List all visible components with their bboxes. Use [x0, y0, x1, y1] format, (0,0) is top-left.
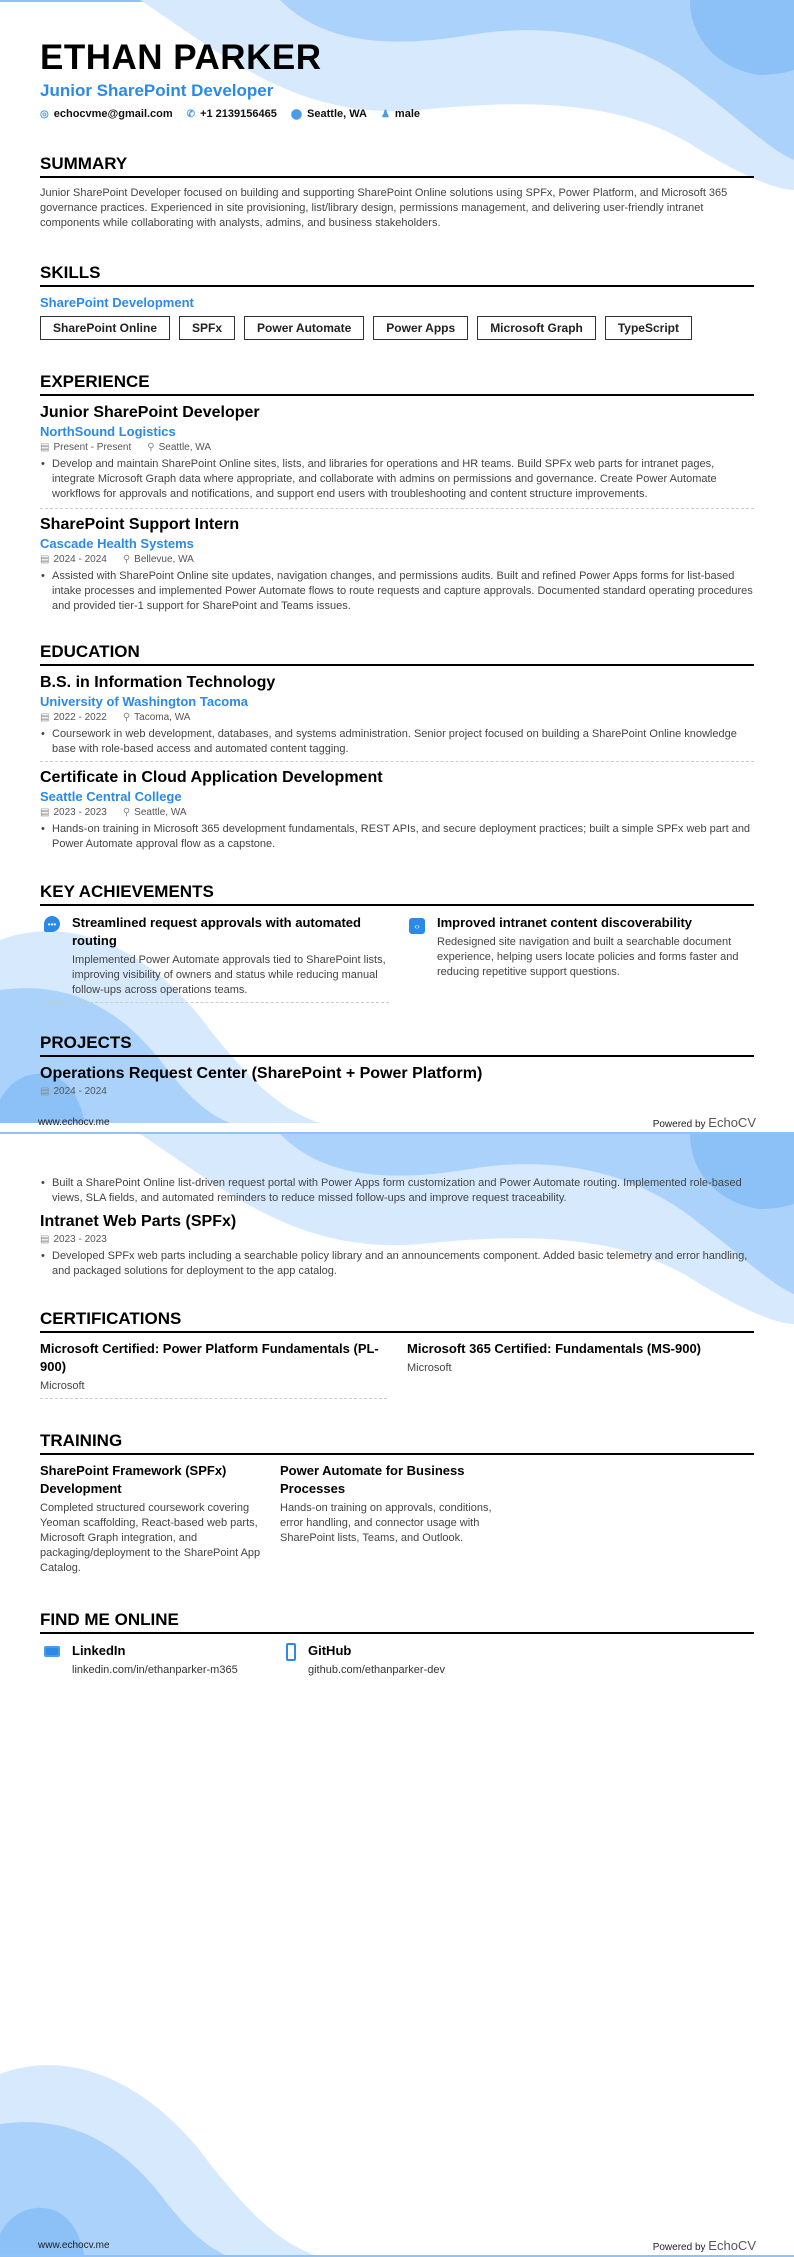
- experience-item: [40, 509, 754, 614]
- training-grid: [40, 1462, 754, 1576]
- calendar-icon: ▤: [40, 554, 50, 565]
- certification-issuer: Microsoft: [407, 1362, 452, 1374]
- calendar-icon: ▤: [40, 807, 50, 818]
- location-pin-icon: ⚲: [122, 712, 131, 723]
- training-text: Hands-on training on approvals, conditions, error handling, and connector usage with SharePoint lists, Teams, and Outlook.: [280, 1502, 492, 1544]
- job-title: SharePoint Support Intern: [40, 516, 240, 533]
- project-title: Intranet Web Parts (SPFx): [40, 1213, 237, 1230]
- training-item: [280, 1462, 510, 1576]
- certification-name: Microsoft Certified: Power Platform Fundamentals (PL-900): [40, 1341, 379, 1374]
- achievement-item: [40, 914, 389, 1003]
- education-bullet: • Coursework in web development, databases, and systems administration. Senior project focused on building a SharePoint Online knowledge base with role-based access and automated content tagging.: [40, 727, 754, 757]
- brand-logo: EchoCV: [708, 2238, 756, 2253]
- project-bullet: • Built a SharePoint Online list-driven request portal with Power Apps form customization and Power Automate routing. Implemented role-based views, SLA fields, and automated reminders to reduce missed follow-ups and improve request traceability.: [40, 1176, 754, 1206]
- phone-icon: [286, 1643, 296, 1661]
- skill-tag: SPFx: [179, 316, 235, 340]
- phone-icon: ✆: [186, 109, 196, 120]
- resume-page-2: [0, 1134, 794, 2257]
- job-dates: Present - Present: [53, 442, 132, 453]
- education-bullet: • Hands-on training in Microsoft 365 development fundamentals, REST APIs, and secure deployment practices; built a simple SPFx web part and Power Automate approval flow as a capstone.: [40, 822, 754, 852]
- section-heading-online: FIND ME ONLINE: [40, 1610, 754, 1634]
- degree: B.S. in Information Technology: [40, 674, 276, 691]
- skill-tag: Power Automate: [244, 316, 364, 340]
- certifications-grid: [40, 1340, 754, 1399]
- online-url[interactable]: linkedin.com/in/ethanparker-m365: [72, 1664, 238, 1676]
- achievement-text: Implemented Power Automate approvals tied to SharePoint lists, improving visibility of owners and status while reducing manual follow-ups across operations teams.: [72, 954, 386, 996]
- training-name: Power Automate for Business Processes: [280, 1463, 465, 1496]
- person-icon: ♟: [380, 109, 390, 120]
- section-heading-summary: SUMMARY: [40, 154, 754, 178]
- section-heading-experience: EXPERIENCE: [40, 372, 754, 396]
- school-name: Seattle Central College: [40, 789, 182, 804]
- contact-email[interactable]: ◎ echocvme@gmail.com: [40, 108, 173, 120]
- training-item: [40, 1462, 270, 1576]
- powered-by: Powered by EchoCV: [652, 1115, 756, 1130]
- location-pin-icon: ⚲: [147, 442, 155, 453]
- calendar-icon: ▤: [40, 1086, 50, 1097]
- summary-text: Junior SharePoint Developer focused on building and supporting SharePoint Online solutions using SPFx, Power Platform, and Microsoft 365 governance practices. Experienced in site provisioning, list/library design, permissions management, and delivering user-friendly intranet components while collaborating with analysts, admins, and business stakeholders.: [40, 187, 728, 229]
- certification-item: [407, 1340, 754, 1399]
- candidate-title: Junior SharePoint Developer: [40, 81, 274, 100]
- achievement-text: Redesigned site navigation and built a searchable document experience, helping users locate policies and forms faster and reducing repetitive support questions.: [437, 936, 739, 978]
- location-pin-icon: ⚲: [122, 554, 131, 565]
- online-name: GitHub: [308, 1643, 352, 1658]
- project-dates: 2024 - 2024: [53, 1086, 107, 1097]
- powered-by: Powered by EchoCV: [652, 2238, 756, 2253]
- code-icon: ‹›: [409, 918, 425, 934]
- skill-tag: Power Apps: [373, 316, 468, 340]
- section-heading-skills: SKILLS: [40, 263, 754, 287]
- online-url[interactable]: github.com/ethanparker-dev: [308, 1664, 445, 1676]
- candidate-name: ETHAN PARKER: [40, 38, 322, 77]
- project-dates: 2023 - 2023: [53, 1234, 107, 1245]
- page-footer: [0, 2222, 794, 2257]
- project-bullet: • Developed SPFx web parts including a searchable policy library and an announcements component. Added basic telemetry and error handling, and packaged solutions for deployment to the app catalog.: [40, 1249, 754, 1279]
- training-name: SharePoint Framework (SPFx) Development: [40, 1463, 227, 1496]
- school-name: University of Washington Tacoma: [40, 694, 249, 709]
- degree: Certificate in Cloud Application Development: [40, 769, 383, 786]
- footer-site-link[interactable]: www.echocv.me: [38, 1117, 110, 1128]
- section-heading-education: EDUCATION: [40, 642, 754, 666]
- online-item-github[interactable]: [282, 1642, 445, 1678]
- project-item: [40, 1057, 754, 1099]
- job-bullet: • Develop and maintain SharePoint Online sites, lists, and libraries for operations and HR teams. Build SPFx web parts for intranet pages, integrate Microsoft Graph data where appropriate, and collaborate with admins on permissions and governance. Create Power Automate workflows for approvals and notifications, and support end users with troubleshooting and content structure improvements.: [40, 457, 754, 502]
- contact-row: [40, 108, 754, 120]
- certification-issuer: Microsoft: [40, 1380, 85, 1392]
- project-item: [40, 1206, 754, 1279]
- company-name: Cascade Health Systems: [40, 536, 194, 551]
- location-pin-icon: ⬤: [290, 109, 303, 120]
- chat-icon: •••: [44, 916, 60, 932]
- calendar-icon: ▤: [40, 1234, 50, 1245]
- contact-location: ⬤ Seattle, WA: [290, 108, 367, 120]
- achievement-item: [409, 914, 754, 1003]
- education-item: B.S. in Information Technology University of Washington Tacoma ▤ 2022 - 2022 ⚲ Tacoma, WA • Coursework in web development, databases, and systems administration. Senior project focused on building a SharePoint Online knowledge base with role-based access and automated content tagging.: [40, 666, 754, 762]
- brand-logo: EchoCV: [708, 1115, 756, 1130]
- section-heading-achievements: KEY ACHIEVEMENTS: [40, 882, 754, 906]
- page-footer: [0, 1099, 794, 1134]
- certification-item: [40, 1340, 387, 1399]
- training-text: Completed structured coursework covering Yeoman scaffolding, React-based web parts, Microsoft Graph integration, and packaging/deployment to the SharePoint App Catalog.: [40, 1502, 261, 1574]
- certification-name: Microsoft 365 Certified: Fundamentals (MS-900): [407, 1341, 701, 1356]
- section-heading-certifications: CERTIFICATIONS: [40, 1309, 754, 1333]
- achievement-title: Streamlined request approvals with automated routing: [72, 915, 361, 948]
- online-item-linkedin[interactable]: [40, 1642, 282, 1678]
- section-heading-projects: PROJECTS: [40, 1033, 754, 1057]
- calendar-icon: ▤: [40, 712, 50, 723]
- skill-tag: SharePoint Online: [40, 316, 170, 340]
- project-title: Operations Request Center (SharePoint + Power Platform): [40, 1065, 483, 1082]
- skill-group-title: SharePoint Development: [40, 295, 194, 310]
- experience-item: [40, 396, 754, 509]
- skill-tag: Microsoft Graph: [477, 316, 596, 340]
- achievements-grid: [40, 914, 754, 1003]
- laptop-icon: [44, 1646, 60, 1657]
- job-title: Junior SharePoint Developer: [40, 404, 260, 421]
- online-grid: [40, 1642, 754, 1678]
- section-heading-training: TRAINING: [40, 1431, 754, 1455]
- achievement-title: Improved intranet content discoverability: [437, 915, 692, 930]
- calendar-icon: ▤: [40, 442, 50, 453]
- page-bottom-bar: [0, 1132, 794, 1134]
- job-location: Seattle, WA: [158, 442, 212, 453]
- job-dates: 2024 - 2024: [53, 554, 107, 565]
- contact-phone: ✆ +1 2139156465: [186, 108, 277, 120]
- email-icon: ◎: [40, 109, 49, 120]
- job-location: Bellevue, WA: [134, 554, 194, 565]
- location-pin-icon: ⚲: [122, 807, 131, 818]
- company-name: NorthSound Logistics: [40, 424, 176, 439]
- skill-tags: [40, 316, 754, 340]
- contact-gender: ♟ male: [380, 108, 420, 120]
- footer-site-link[interactable]: www.echocv.me: [38, 2240, 110, 2251]
- job-bullet: • Assisted with SharePoint Online site updates, navigation changes, and permissions audits. Built and refined Power Apps forms for list-based intake processes and implemented Power Automate flows to route requests and capture approvals. Documented standard operating procedures and provided tier-1 support for SharePoint and Teams issues.: [40, 569, 754, 614]
- online-name: LinkedIn: [72, 1643, 126, 1658]
- skill-tag: TypeScript: [605, 316, 692, 340]
- education-item: Certificate in Cloud Application Development Seattle Central College ▤ 2023 - 2023 ⚲ Seattle, WA • Hands-on training in Microsoft 365 development fundamentals, REST APIs, and secure deployment practices; built a simple SPFx web part and Power Automate approval flow as a capstone.: [40, 762, 754, 852]
